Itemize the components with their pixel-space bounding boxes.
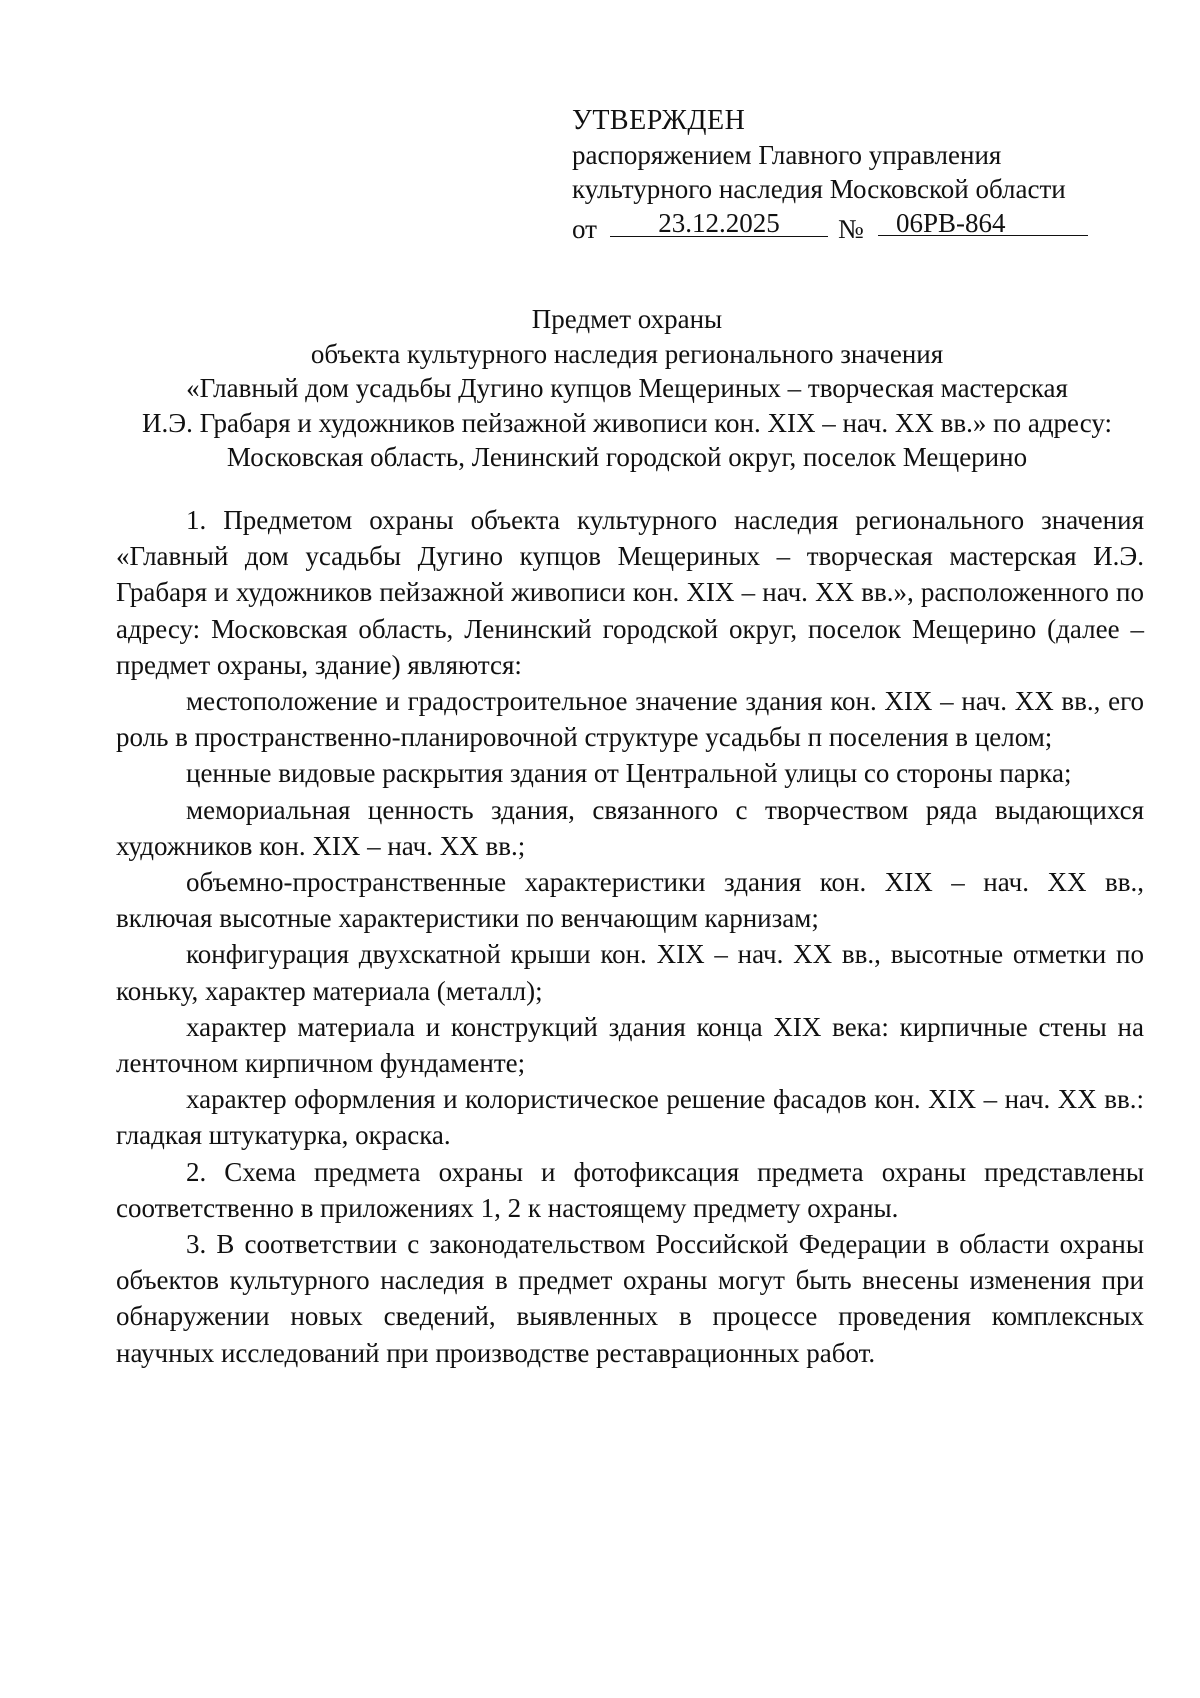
- title-line-1: Предмет охраны: [531, 304, 723, 334]
- paragraph-views: ценные видовые раскрытия здания от Центральной улицы со стороны парка;: [186, 758, 1072, 789]
- paragraph-1: 1. Предметом охраны объекта культурного наследия регионального значения «Главный дом усадьбы Дугино купцов Мещериных – творческая мастерская И.Э. Грабаря и художников пейзажной живописи кон. XIX – нач. XX вв.», расположенного по адресу: Московская область, Ленинский городской округ, поселок Мещерино (далее – предмет охраны, здание) являются:: [116, 505, 1144, 680]
- paragraph-facades: характер оформления и колористическое решение фасадов кон. XIX – нач. XX вв.: гладкая штукатурка, окраска.: [116, 1084, 1144, 1151]
- approval-authority-line-2: культурного наследия Московской области: [572, 174, 1066, 204]
- approval-date-number-row: [572, 206, 1112, 244]
- paragraph-3: 3. В соответствии с законодательством Российской Федерации в области охраны объектов культурного наследия в предмет охраны могут быть внесены изменения при обнаружении новых сведений, выявленных в процессе проведения комплексных научных исследований при производстве реставрационных работ.: [116, 1229, 1144, 1368]
- paragraph-roof: конфигурация двухскатной крыши кон. XIX – нач. XX вв., высотные отметки по коньку, характер материала (металл);: [116, 939, 1144, 1006]
- approval-stamp-block: [572, 104, 1112, 244]
- document-body: [116, 502, 1144, 1371]
- paragraph-materials: характер материала и конструкций здания конца XIX века: кирпичные стены на ленточном кирпичном фундаменте;: [116, 1011, 1144, 1079]
- date-prefix: от: [572, 214, 597, 244]
- document-title: [100, 302, 1154, 475]
- approval-heading: УТВЕРЖДЕН: [572, 105, 746, 136]
- number-prefix: №: [838, 214, 864, 244]
- paragraph-2: 2. Схема предмета охраны и фотофиксация предмета охраны представлены соответственно в приложениях 1, 2 к настоящему предмету охраны.: [116, 1156, 1144, 1223]
- paragraph-memorial: мемориальная ценность здания, связанного с творчеством ряда выдающихся художников кон. XIX – нач. XX вв.;: [116, 794, 1144, 861]
- paragraph-volume: объемно-пространственные характеристики здания кон. XIX – нач. XX вв., включая высотные характеристики по венчающим карнизам;: [116, 867, 1144, 934]
- paragraph-location: местоположение и градостроительное значение здания кон. XIX – нач. XX вв., его роль в пространственно-планировочной структуре усадьбы п поселения в целом;: [116, 686, 1144, 753]
- title-line-5: Московская область, Ленинский городской округ, поселок Мещерино: [226, 442, 1028, 472]
- title-line-4: И.Э. Грабаря и художников пейзажной живописи кон. XIX – нач. XX вв.» по адресу:: [142, 407, 1112, 438]
- title-line-3: «Главный дом усадьбы Дугино купцов Мещериных – творческая мастерская: [186, 373, 1068, 403]
- approval-authority-line-1: распоряжением Главного управления: [572, 140, 1002, 170]
- title-line-2: объекта культурного наследия регионального значения: [310, 338, 944, 369]
- approval-date: 23.12.2025: [610, 206, 828, 237]
- approval-number: 06РВ-864: [878, 206, 1088, 236]
